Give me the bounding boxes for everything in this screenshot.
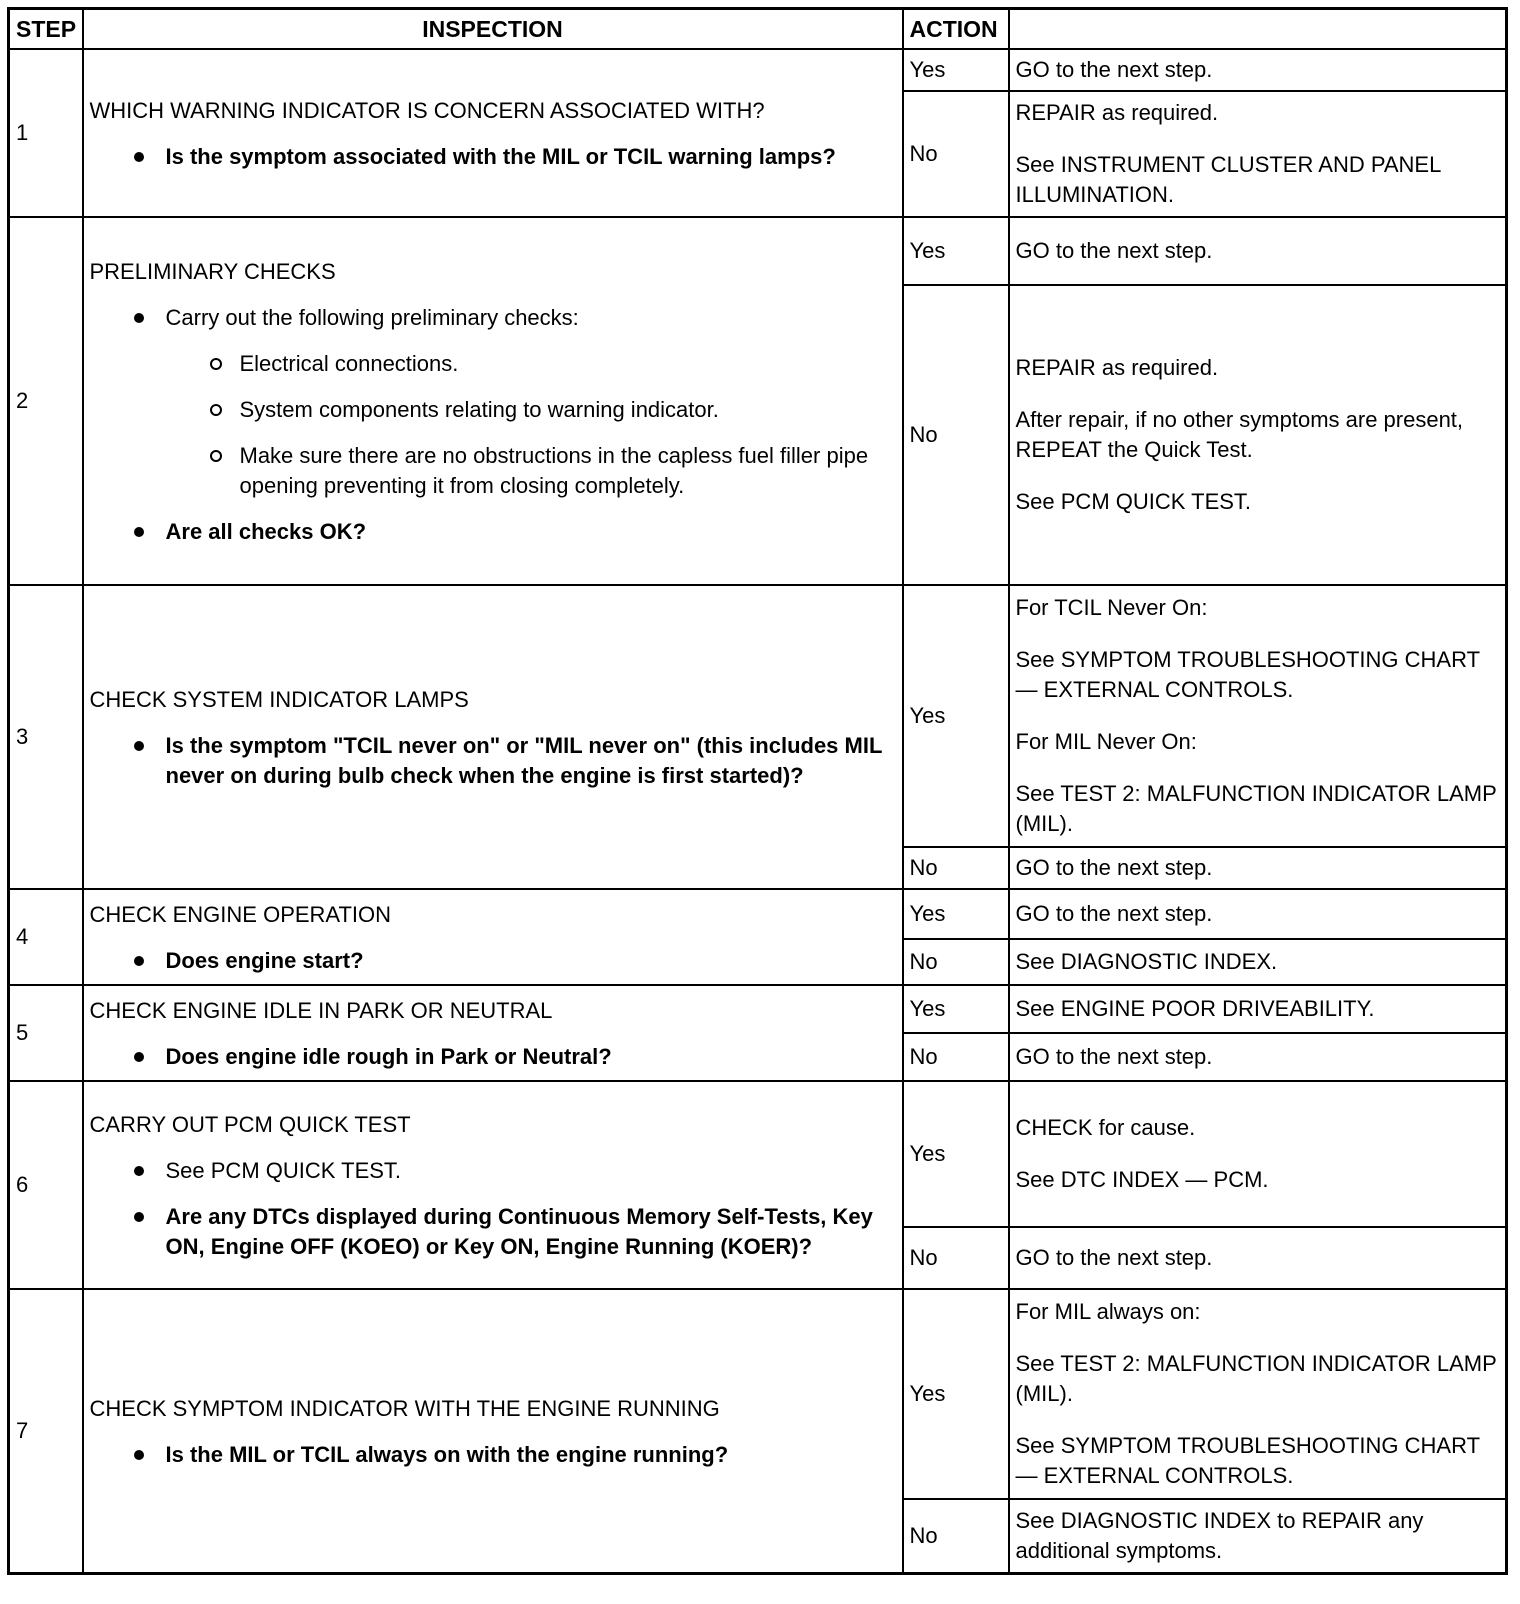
table-row <box>9 889 1507 939</box>
table-row <box>9 985 1507 1033</box>
no-label: No <box>903 847 1009 889</box>
inspection-bullet <box>90 303 896 501</box>
table-row <box>9 49 1507 91</box>
inspection-cell <box>83 889 903 985</box>
action-detail-header <box>1009 9 1507 50</box>
diagnostic-table <box>7 7 1508 1575</box>
inspection-cell <box>83 985 903 1081</box>
step-number: 1 <box>9 49 83 217</box>
inspection-cell <box>83 1081 903 1289</box>
inspection-question: Does engine idle rough in Park or Neutral? <box>90 1042 896 1072</box>
inspection-question: Is the MIL or TCIL always on with the engine running? <box>90 1440 896 1470</box>
yes-label: Yes <box>903 1081 1009 1227</box>
no-label: No <box>903 285 1009 585</box>
table-row <box>9 585 1507 847</box>
table-row <box>9 1289 1507 1499</box>
table-row <box>9 217 1507 285</box>
inspection-question: Are all checks OK? <box>90 517 896 547</box>
inspection-question: Is the symptom associated with the MIL or TCIL warning lamps? <box>90 142 896 172</box>
action-text: For MIL always on: <box>1015 1299 1201 1324</box>
yes-label: Yes <box>903 1289 1009 1499</box>
bullet-text: Carry out the following preliminary checks: <box>165 305 579 330</box>
inspection-cell <box>83 49 903 217</box>
yes-action: See ENGINE POOR DRIVEABILITY. <box>1009 985 1507 1033</box>
yes-action: GO to the next step. <box>1009 217 1507 285</box>
inspection-bullet: See PCM QUICK TEST. <box>90 1156 896 1186</box>
step-number: 3 <box>9 585 83 889</box>
no-label: No <box>903 1499 1009 1573</box>
step-number: 4 <box>9 889 83 985</box>
inspection-cell <box>83 1289 903 1573</box>
no-action: GO to the next step. <box>1009 1033 1507 1081</box>
inspection-header: INSPECTION <box>83 9 903 50</box>
action-text: See SYMPTOM TROUBLESHOOTING CHART — EXTERNAL CONTROLS. <box>1015 1433 1480 1488</box>
yes-label: Yes <box>903 985 1009 1033</box>
step-number: 5 <box>9 985 83 1081</box>
action-text: See PCM QUICK TEST. <box>1015 489 1252 514</box>
action-header: ACTION <box>903 9 1009 50</box>
header-row <box>9 9 1507 50</box>
step-number: 2 <box>9 217 83 585</box>
action-text: CHECK for cause. <box>1015 1115 1196 1140</box>
action-text: See SYMPTOM TROUBLESHOOTING CHART — EXTERNAL CONTROLS. <box>1015 647 1480 702</box>
no-label: No <box>903 1033 1009 1081</box>
inspection-title: CHECK ENGINE OPERATION <box>89 902 392 927</box>
inspection-question: Are any DTCs displayed during Continuous Memory Self-Tests, Key ON, Engine OFF (KOEO) or Key ON, Engine Running (KOER)? <box>90 1202 896 1262</box>
no-action: GO to the next step. <box>1009 1227 1507 1289</box>
yes-action <box>1009 585 1507 847</box>
no-action <box>1009 285 1507 585</box>
no-label: No <box>903 939 1009 985</box>
sub-bullet: Electrical connections. <box>90 349 896 379</box>
action-text: REPAIR as required. <box>1015 355 1219 380</box>
no-label: No <box>903 91 1009 217</box>
inspection-title: WHICH WARNING INDICATOR IS CONCERN ASSOCIATED WITH? <box>89 98 765 123</box>
yes-label: Yes <box>903 889 1009 939</box>
action-text: For MIL Never On: <box>1015 729 1197 754</box>
yes-label: Yes <box>903 217 1009 285</box>
action-text: See INSTRUMENT CLUSTER AND PANEL ILLUMINATION. <box>1015 152 1441 207</box>
inspection-cell <box>83 217 903 585</box>
inspection-title: PRELIMINARY CHECKS <box>89 259 336 284</box>
action-text: After repair, if no other symptoms are present, REPEAT the Quick Test. <box>1015 407 1464 462</box>
yes-label: Yes <box>903 585 1009 847</box>
step-number: 7 <box>9 1289 83 1573</box>
yes-label: Yes <box>903 49 1009 91</box>
action-text: See DTC INDEX — PCM. <box>1015 1167 1269 1192</box>
no-action: See DIAGNOSTIC INDEX. <box>1009 939 1507 985</box>
action-text: For TCIL Never On: <box>1015 595 1208 620</box>
action-text: See TEST 2: MALFUNCTION INDICATOR LAMP (MIL). <box>1015 781 1497 836</box>
sub-bullet: System components relating to warning indicator. <box>90 395 896 425</box>
yes-action <box>1009 1289 1507 1499</box>
step-number: 6 <box>9 1081 83 1289</box>
yes-action: GO to the next step. <box>1009 889 1507 939</box>
yes-action <box>1009 1081 1507 1227</box>
no-action <box>1009 91 1507 217</box>
inspection-question: Is the symptom "TCIL never on" or "MIL never on" (this includes MIL never on during bulb check when the engine is first started)? <box>90 731 896 791</box>
inspection-title: CARRY OUT PCM QUICK TEST <box>89 1112 411 1137</box>
no-label: No <box>903 1227 1009 1289</box>
sub-bullet: Make sure there are no obstructions in the capless fuel filler pipe opening preventing it from closing completely. <box>90 441 896 501</box>
inspection-question: Does engine start? <box>90 946 896 976</box>
inspection-title: CHECK SYMPTOM INDICATOR WITH THE ENGINE RUNNING <box>89 1395 720 1421</box>
action-text: REPAIR as required. <box>1015 100 1219 125</box>
no-action: GO to the next step. <box>1009 847 1507 889</box>
table-row <box>9 1081 1507 1227</box>
action-text: See TEST 2: MALFUNCTION INDICATOR LAMP (MIL). <box>1015 1351 1497 1406</box>
yes-action: GO to the next step. <box>1009 49 1507 91</box>
inspection-cell <box>83 585 903 889</box>
inspection-title: CHECK ENGINE IDLE IN PARK OR NEUTRAL <box>89 998 553 1023</box>
inspection-title: CHECK SYSTEM INDICATOR LAMPS <box>89 687 469 712</box>
no-action: See DIAGNOSTIC INDEX to REPAIR any additional symptoms. <box>1009 1499 1507 1573</box>
step-header: STEP <box>9 9 83 50</box>
